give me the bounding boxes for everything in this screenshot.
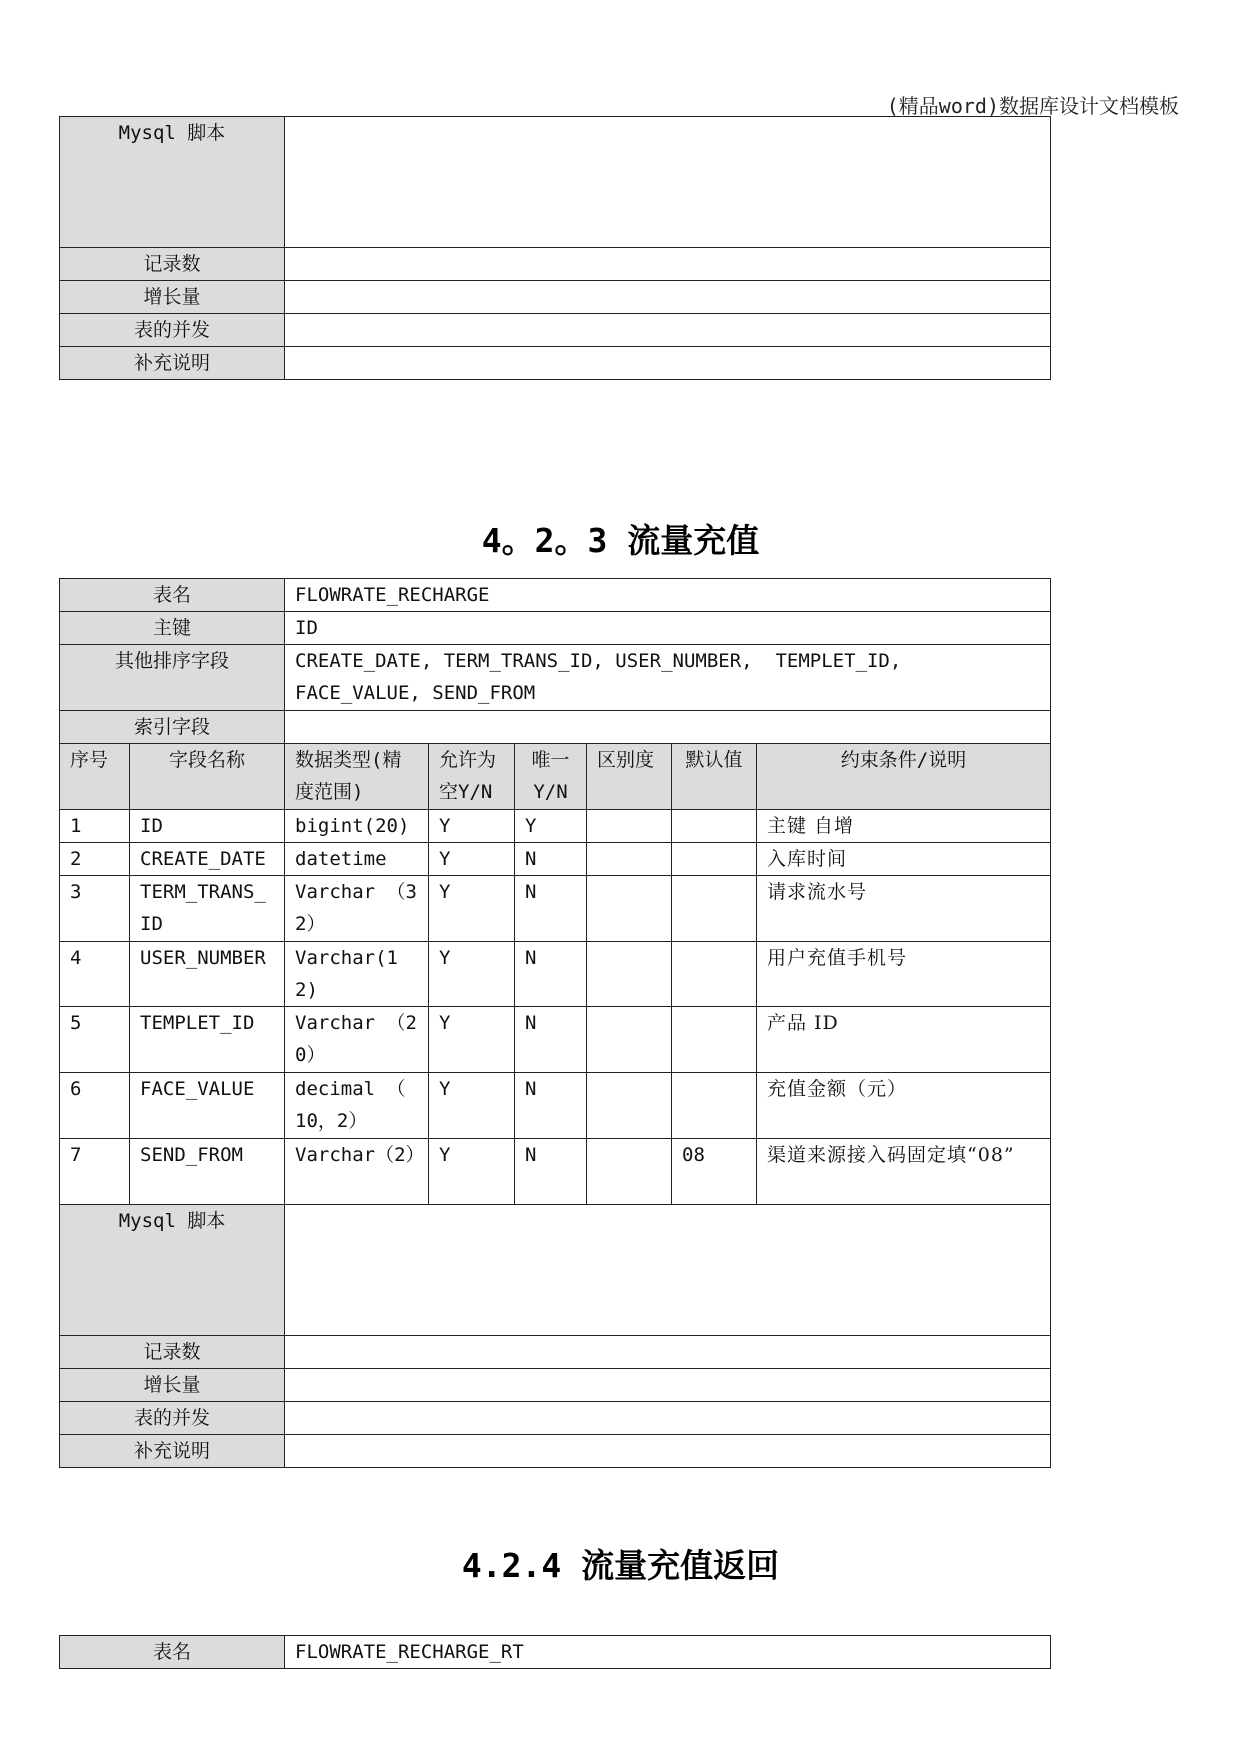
field-name: CREATE_DATE: [130, 843, 285, 876]
previous-table-footer: [59, 116, 1051, 380]
field-type: Varchar （20）: [285, 1007, 429, 1073]
field-note: 充值金额（元）: [757, 1073, 1051, 1139]
field-distinct: [587, 1073, 672, 1139]
field-distinct: [587, 1007, 672, 1073]
column-header-unique: 唯一Y/N: [515, 744, 587, 810]
growth-value: [285, 281, 1051, 314]
field-seq: 4: [60, 942, 130, 1007]
field-nullable: Y: [429, 1007, 515, 1073]
field-note: 主键 自增: [757, 810, 1051, 843]
field-type: Varchar(12): [285, 942, 429, 1007]
field-seq: 5: [60, 1007, 130, 1073]
column-header-nullable: 允许为空Y/N: [429, 744, 515, 810]
growth-value: [285, 1369, 1051, 1402]
field-unique: N: [515, 1139, 587, 1205]
field-type: Varchar （32）: [285, 876, 429, 942]
field-name: TEMPLET_ID: [130, 1007, 285, 1073]
field-default: [672, 810, 757, 843]
field-default: [672, 843, 757, 876]
field-unique: N: [515, 1073, 587, 1139]
table-row: [60, 1073, 1051, 1139]
remarks-label: 补充说明: [60, 1435, 285, 1468]
field-name: FACE_VALUE: [130, 1073, 285, 1139]
field-name: TERM_TRANS_ID: [130, 876, 285, 942]
field-default: [672, 1073, 757, 1139]
section-title-4-2-4: 4.2.4 流量充值返回: [461, 1546, 780, 1585]
index-fields-value: [285, 711, 1051, 744]
flowrate-recharge-table: [59, 578, 1051, 1468]
field-nullable: Y: [429, 876, 515, 942]
table-name-label: 表名: [60, 579, 285, 612]
field-nullable: Y: [429, 942, 515, 1007]
mysql-script-value: [285, 117, 1051, 248]
record-count-label: 记录数: [60, 248, 285, 281]
field-note: 产品 ID: [757, 1007, 1051, 1073]
section-title-4-2-3: 4。2。3 流量充值: [481, 521, 760, 560]
field-note: 渠道来源接入码固定填“08”: [757, 1139, 1051, 1205]
field-type: decimal （ 10，2）: [285, 1073, 429, 1139]
record-count-value: [285, 1336, 1051, 1369]
field-seq: 2: [60, 843, 130, 876]
field-name: USER_NUMBER: [130, 942, 285, 1007]
index-fields-label: 索引字段: [60, 711, 285, 744]
field-unique: Y: [515, 810, 587, 843]
record-count-value: [285, 248, 1051, 281]
field-distinct: [587, 810, 672, 843]
field-type: bigint(20): [285, 810, 429, 843]
column-header-type: 数据类型(精度范围): [285, 744, 429, 810]
mysql-script-label: Mysql 脚本: [60, 117, 285, 248]
table-name-value: FLOWRATE_RECHARGE_RT: [285, 1636, 1051, 1669]
table-name-value: FLOWRATE_RECHARGE: [285, 579, 1051, 612]
field-note: 入库时间: [757, 843, 1051, 876]
primary-key-value: ID: [285, 612, 1051, 645]
table-name-label: 表名: [60, 1636, 285, 1669]
remarks-value: [285, 1435, 1051, 1468]
record-count-label: 记录数: [60, 1336, 285, 1369]
column-header-constraint: 约束条件/说明: [757, 744, 1051, 810]
field-type: Varchar（2）: [285, 1139, 429, 1205]
document-header: (精品word)数据库设计文档模板: [886, 94, 1179, 118]
growth-label: 增长量: [60, 1369, 285, 1402]
table-row: [60, 1007, 1051, 1073]
field-default: [672, 876, 757, 942]
remarks-value: [285, 347, 1051, 380]
field-default: 08: [672, 1139, 757, 1205]
field-seq: 6: [60, 1073, 130, 1139]
concurrency-value: [285, 1402, 1051, 1435]
column-header-distinct: 区别度: [587, 744, 672, 810]
mysql-script-value: [285, 1205, 1051, 1336]
field-seq: 1: [60, 810, 130, 843]
growth-label: 增长量: [60, 281, 285, 314]
field-note: 请求流水号: [757, 876, 1051, 942]
field-distinct: [587, 843, 672, 876]
field-unique: N: [515, 942, 587, 1007]
field-nullable: Y: [429, 1139, 515, 1205]
flowrate-recharge-rt-table: [59, 1635, 1051, 1669]
field-distinct: [587, 1139, 672, 1205]
table-row: [60, 810, 1051, 843]
field-name: SEND_FROM: [130, 1139, 285, 1205]
column-header-default: 默认值: [672, 744, 757, 810]
field-type: datetime: [285, 843, 429, 876]
remarks-label: 补充说明: [60, 347, 285, 380]
concurrency-label: 表的并发: [60, 314, 285, 347]
mysql-script-label: Mysql 脚本: [60, 1205, 285, 1336]
field-default: [672, 1007, 757, 1073]
sort-fields-label: 其他排序字段: [60, 645, 285, 711]
field-unique: N: [515, 1007, 587, 1073]
field-name: ID: [130, 810, 285, 843]
table-row: [60, 843, 1051, 876]
concurrency-label: 表的并发: [60, 1402, 285, 1435]
field-unique: N: [515, 876, 587, 942]
field-note: 用户充值手机号: [757, 942, 1051, 1007]
table-row: [60, 1139, 1051, 1205]
concurrency-value: [285, 314, 1051, 347]
field-seq: 3: [60, 876, 130, 942]
column-header-field: 字段名称: [130, 744, 285, 810]
field-distinct: [587, 942, 672, 1007]
field-nullable: Y: [429, 1073, 515, 1139]
table-row: [60, 942, 1051, 1007]
field-nullable: Y: [429, 810, 515, 843]
field-nullable: Y: [429, 843, 515, 876]
sort-fields-value: CREATE_DATE, TERM_TRANS_ID, USER_NUMBER, TEMPLET_ID, FACE_VALUE, SEND_FROM: [285, 645, 1051, 711]
column-header-seq: 序号: [60, 744, 130, 810]
field-default: [672, 942, 757, 1007]
field-distinct: [587, 876, 672, 942]
primary-key-label: 主键: [60, 612, 285, 645]
table-row: [60, 876, 1051, 942]
field-unique: N: [515, 843, 587, 876]
field-seq: 7: [60, 1139, 130, 1205]
